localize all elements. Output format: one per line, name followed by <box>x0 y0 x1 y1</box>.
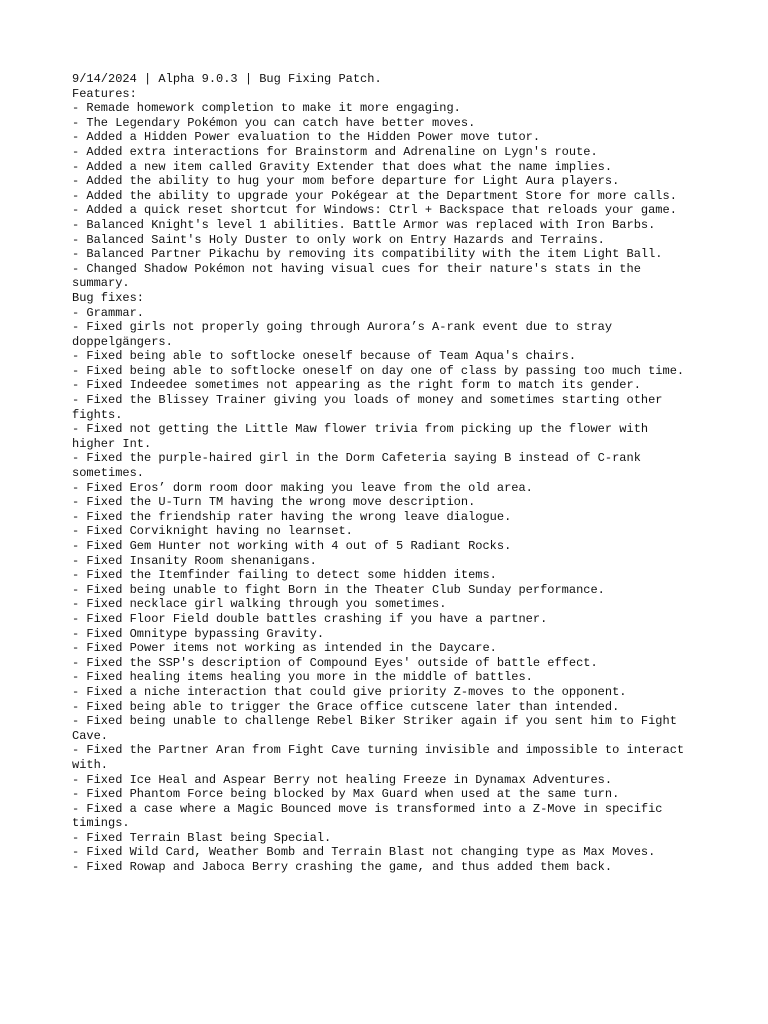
bugfix-item: - Fixed being unable to challenge Rebel Biker Striker again if you sent him to Fight Cave. <box>72 714 685 743</box>
bugfix-item: - Fixed the Itemfinder failing to detect some hidden items. <box>72 568 497 583</box>
feature-item: - The Legendary Pokémon you can catch have better moves. <box>72 115 476 130</box>
bugfix-item: - Fixed being able to softlocke oneself because of Team Aqua's chairs. <box>72 349 577 364</box>
feature-item: - Remade homework completion to make it more engaging. <box>72 101 461 116</box>
bugfix-item: - Fixed Wild Card, Weather Bomb and Terrain Blast not changing type as Max Moves. <box>72 845 656 860</box>
feature-item: - Balanced Knight's level 1 abilities. Battle Armor was replaced with Iron Barbs. <box>72 217 656 232</box>
bugfix-item: - Fixed Floor Field double battles crashing if you have a partner. <box>72 611 548 626</box>
bugfix-item: - Fixed not getting the Little Maw flower trivia from picking up the flower with higher Int. <box>72 422 656 451</box>
bugfix-item: - Fixed a niche interaction that could give priority Z-moves to the opponent. <box>72 684 627 699</box>
feature-item: - Added a Hidden Power evaluation to the Hidden Power move tutor. <box>72 130 541 145</box>
bugfix-item: - Fixed being able to softlocke oneself on day one of class by passing too much time. <box>72 363 685 378</box>
feature-item: - Added a new item called Gravity Extender that does what the name implies. <box>72 159 613 174</box>
features-list <box>72 101 696 291</box>
feature-item: - Added the ability to hug your mom before departure for Light Aura players. <box>72 174 620 189</box>
bugfix-item: - Fixed Indeedee sometimes not appearing as the right form to match its gender. <box>72 378 641 393</box>
bugfix-item: - Fixed girls not properly going through Aurora’s A-rank event due to stray doppelgängers. <box>72 320 620 349</box>
bugfix-item: - Fixed Eros’ dorm room door making you leave from the old area. <box>72 480 533 495</box>
bugfix-item: - Fixed the Blissey Trainer giving you loads of money and sometimes starting other fights. <box>72 393 670 422</box>
bugfix-item: - Fixed Omnitype bypassing Gravity. <box>72 626 325 641</box>
bugfix-item: - Fixed Corviknight having no learnset. <box>72 524 353 539</box>
feature-item: - Added a quick reset shortcut for Windows: Ctrl + Backspace that reloads your game. <box>72 203 677 218</box>
bugfix-item: - Fixed being unable to fight Born in the Theater Club Sunday performance. <box>72 582 605 597</box>
bugfix-item: - Fixed Insanity Room shenanigans. <box>72 553 317 568</box>
bugfix-item: - Fixed Terrain Blast being Special. <box>72 830 332 845</box>
feature-item: - Added extra interactions for Brainstorm and Adrenaline on Lygn's route. <box>72 144 598 159</box>
bugfix-item: - Fixed healing items healing you more in the middle of battles. <box>72 670 533 685</box>
bugfix-item: - Fixed the Partner Aran from Fight Cave turning invisible and impossible to interact with. <box>72 743 692 772</box>
features-heading: Features: <box>72 86 137 101</box>
feature-item: - Balanced Partner Pikachu by removing its compatibility with the item Light Ball. <box>72 247 663 262</box>
patch-header: 9/14/2024 | Alpha 9.0.3 | Bug Fixing Patch. <box>72 72 382 86</box>
bugfix-item: - Fixed being able to trigger the Grace office cutscene later than intended. <box>72 699 620 714</box>
bugfix-item: - Fixed the purple-haired girl in the Dorm Cafeteria saying B instead of C-rank sometimes. <box>72 451 649 481</box>
bugfix-item: - Fixed Phantom Force being blocked by Max Guard when used at the same turn. <box>72 787 620 802</box>
feature-item: - Changed Shadow Pokémon not having visual cues for their nature's stats in the summary. <box>72 261 649 291</box>
bugfix-item: - Fixed the friendship rater having the wrong leave dialogue. <box>72 509 512 524</box>
feature-item: - Balanced Saint's Holy Duster to only work on Entry Hazards and Terrains. <box>72 232 605 247</box>
bugfix-item: - Fixed Power items not working as intended in the Daycare. <box>72 641 497 656</box>
bugfixes-list <box>72 306 696 875</box>
feature-item: - Added the ability to upgrade your Pokégear at the Department Store for more calls. <box>72 188 677 203</box>
bugfix-item: - Fixed Ice Heal and Aspear Berry not healing Freeze in Dynamax Adventures. <box>72 772 613 787</box>
bugfixes-heading: Bug fixes: <box>72 290 145 305</box>
document-page <box>72 72 696 875</box>
bugfix-item: - Fixed Gem Hunter not working with 4 out of 5 Radiant Rocks. <box>72 539 512 553</box>
bugfix-item: - Fixed the U-Turn TM having the wrong move description. <box>72 495 476 510</box>
bugfix-item: - Fixed necklace girl walking through you sometimes. <box>72 597 447 612</box>
bugfix-item: - Fixed Rowap and Jaboca Berry crashing the game, and thus added them back. <box>72 860 613 875</box>
bugfix-item: - Fixed a case where a Magic Bounced move is transformed into a Z-Move in specific timings. <box>72 801 670 831</box>
bugfix-item: - Grammar. <box>72 305 145 320</box>
bugfix-item: - Fixed the SSP's description of Compound Eyes' outside of battle effect. <box>72 655 598 670</box>
